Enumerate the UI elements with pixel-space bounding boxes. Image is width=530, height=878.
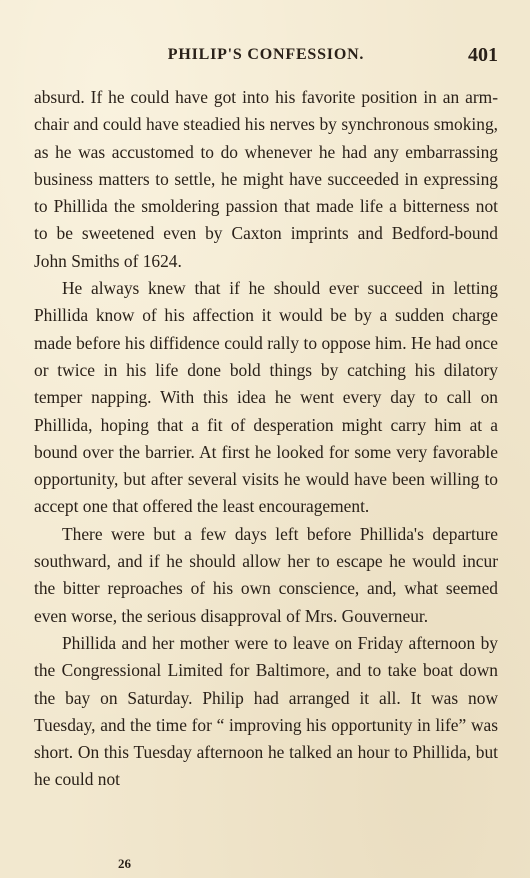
page-number: 401: [468, 44, 498, 66]
text-body: [34, 84, 498, 794]
paragraph-3: There were but a few days left before Phillida's departure southward, and if he should allow her to escape he would incur the bitter reproaches of his own conscience, and, what seemed even worse, the serious disapproval of Mrs. Gouverneur.: [34, 523, 498, 626]
paragraph-2: He always knew that if he should ever succeed in letting Phillida know of his affection it would be by a sudden charge made before his diffidence could rally to oppose him. He had once or twice in his life done bold things by catching his dilatory temper napping. With this idea he went every day to call on Phillida, hoping that a fit of desperation might carry him at a bound over the barrier. At first he looked for some very favorable opportunity, but after several visits he would have been willing to accept one that offered the least encouragement.: [34, 278, 498, 517]
paragraph-1: absurd. If he could have got into his favorite position in an arm-chair and could have steadied his nerves by synchronous smoking, as he was accustomed to do whenever he had any embarrassing business matters to settle, he might have succeeded in expressing to Phillida the smoldering passion that made life a bitterness not to be sweetened even by Caxton imprints and Bedford-bound John Smiths of 1624.: [34, 87, 498, 271]
paragraph-4: Phillida and her mother were to leave on Friday afternoon by the Congressional Limited for Baltimore, and to take boat down the bay on Saturday. Philip had arranged it all. It was now Tuesday, and the time for “ improving his opportunity in life” was short. On this Tuesday afternoon he talked an hour to Phillida, but he could not: [34, 632, 498, 790]
running-head: [34, 44, 498, 70]
signature-mark: 26: [118, 856, 131, 871]
running-title: PHILIP'S CONFESSION.: [167, 46, 365, 63]
